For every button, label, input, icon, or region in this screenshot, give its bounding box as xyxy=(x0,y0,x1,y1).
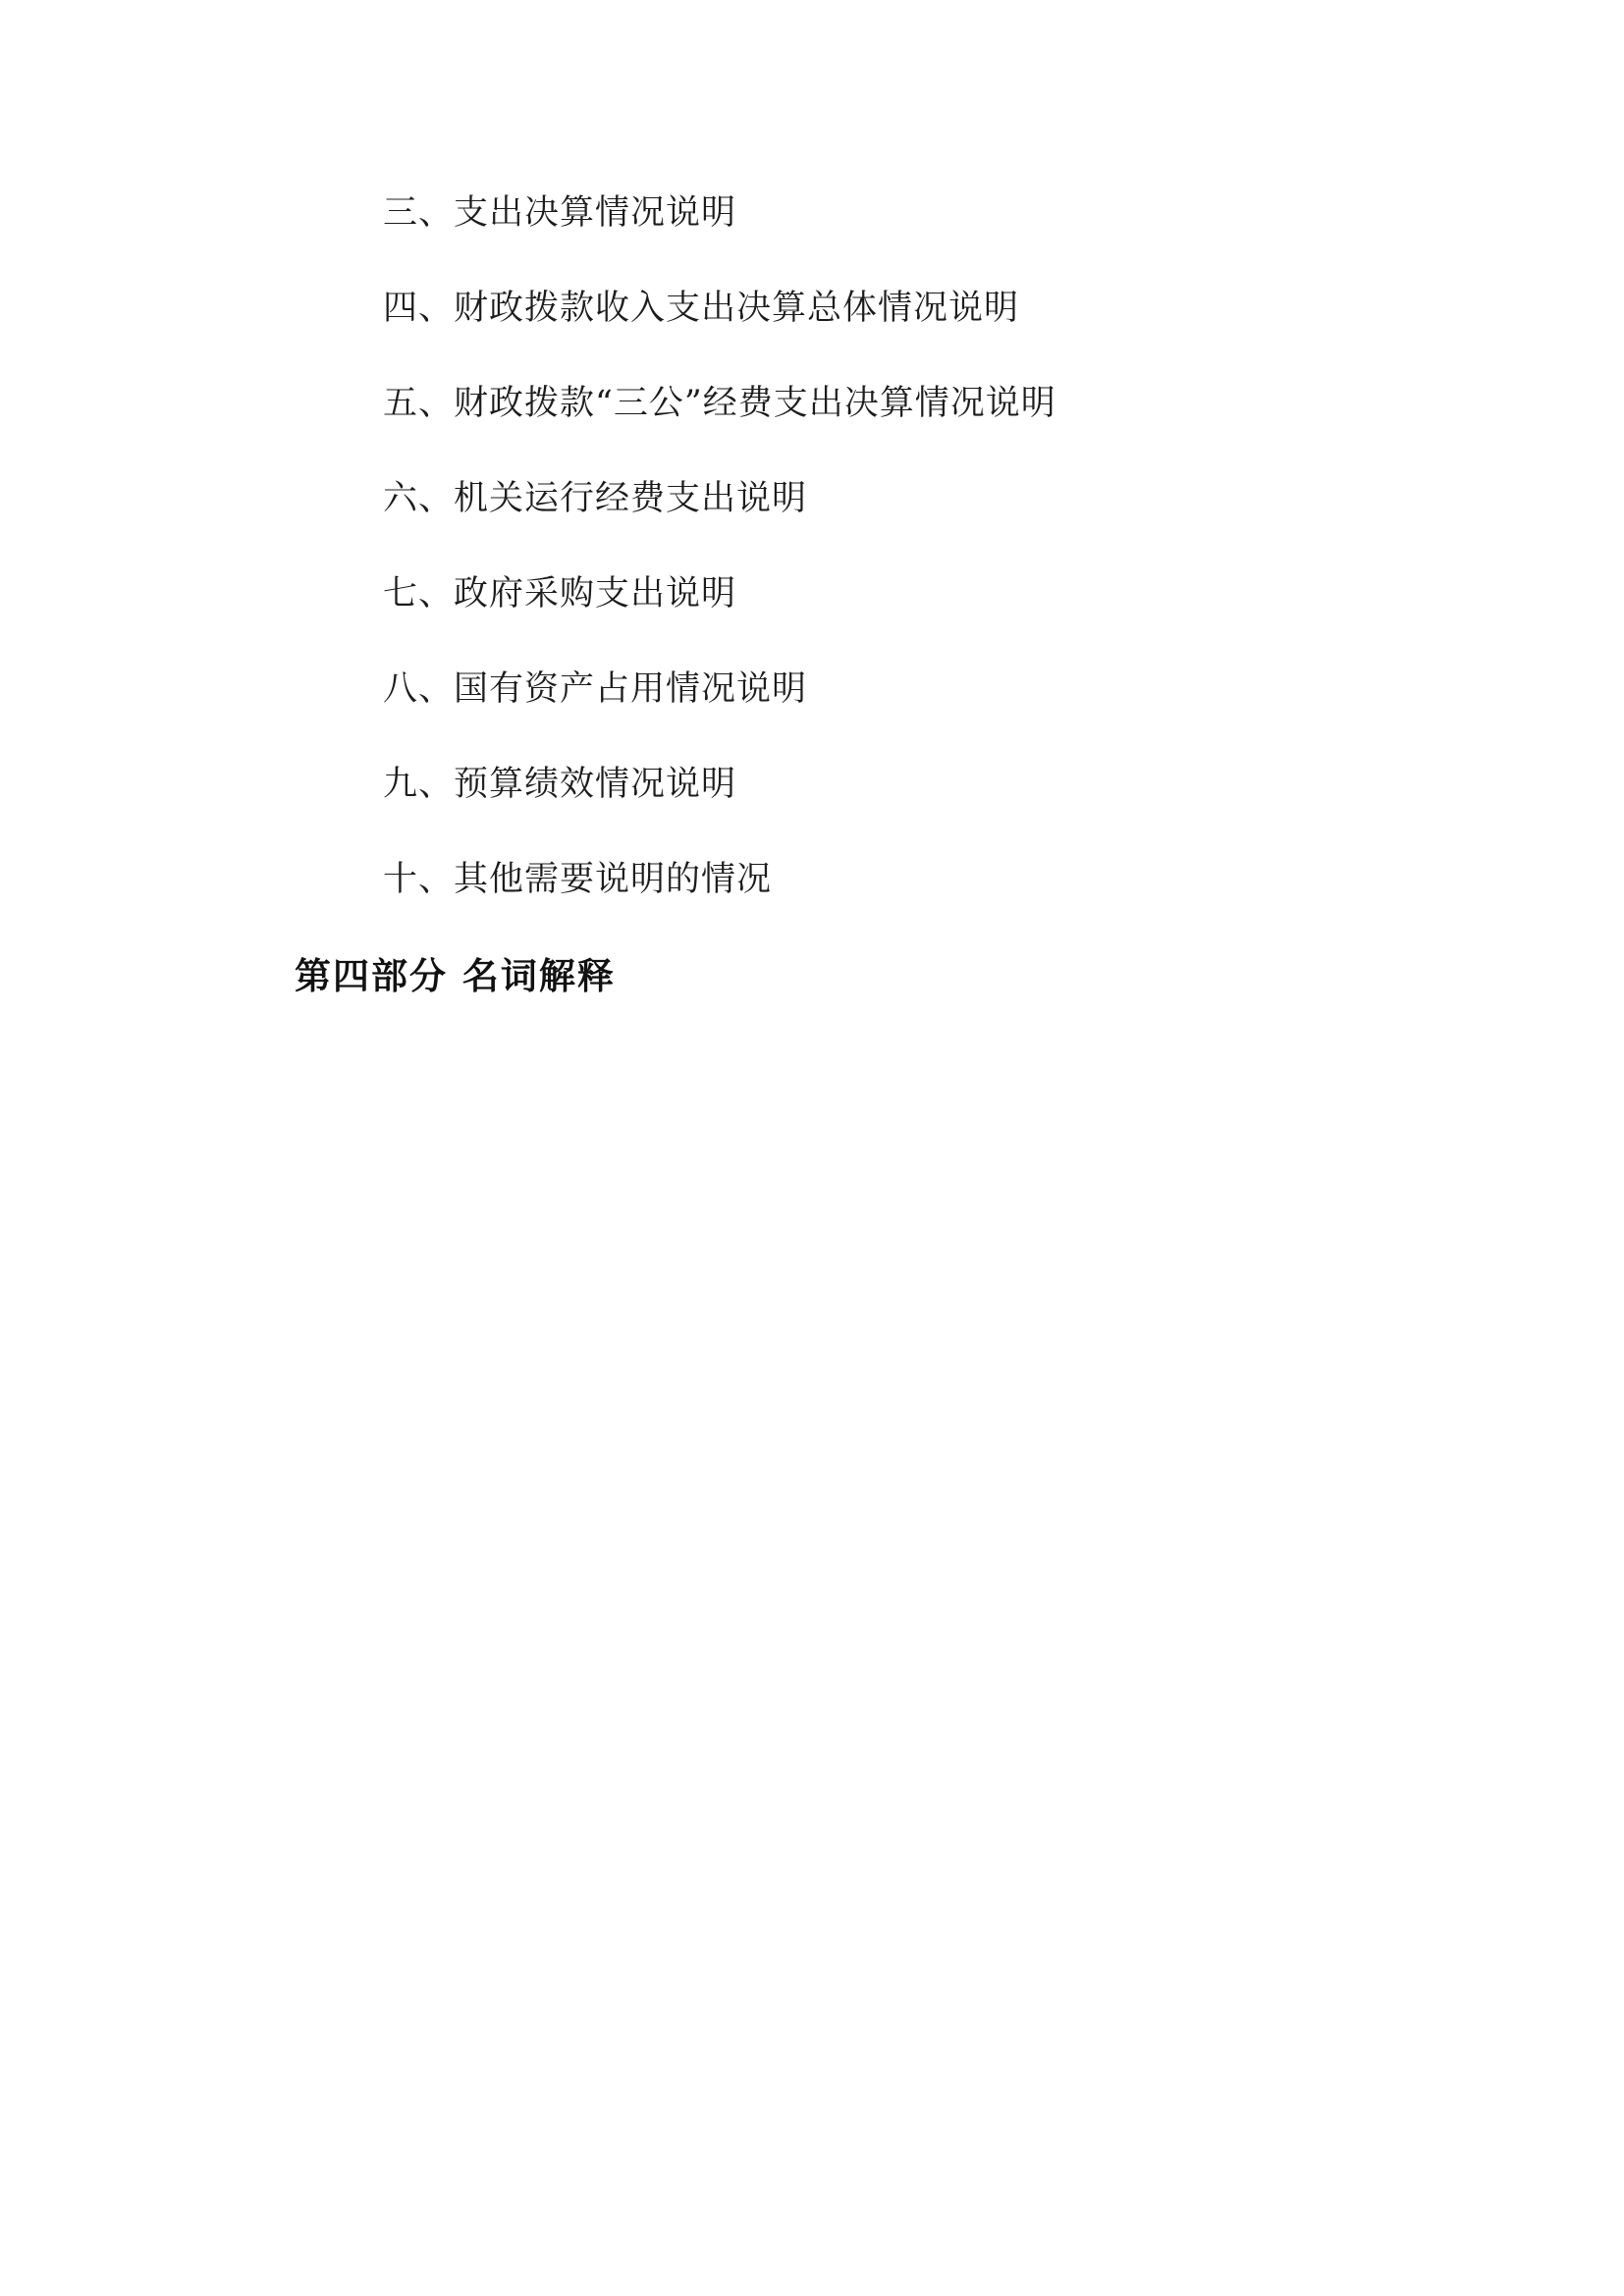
list-item: 九、预算绩效情况说明 xyxy=(383,765,737,804)
list-item: 六、机关运行经费支出说明 xyxy=(383,479,808,518)
list-item: 四、财政拨款收入支出决算总体情况说明 xyxy=(383,289,1020,328)
list-item: 八、国有资产占用情况说明 xyxy=(383,669,808,709)
page-content xyxy=(295,193,1375,997)
list-item: 七、政府采购支出说明 xyxy=(383,574,737,614)
table-of-contents xyxy=(295,193,1375,899)
list-item: 五、财政拨款“三公”经费支出决算情况说明 xyxy=(383,384,1056,423)
list-item: 三、支出决算情况说明 xyxy=(383,193,737,233)
page-title: 第四部分 名词解释 xyxy=(295,955,616,997)
list-item: 十、其他需要说明的情况 xyxy=(383,860,773,899)
